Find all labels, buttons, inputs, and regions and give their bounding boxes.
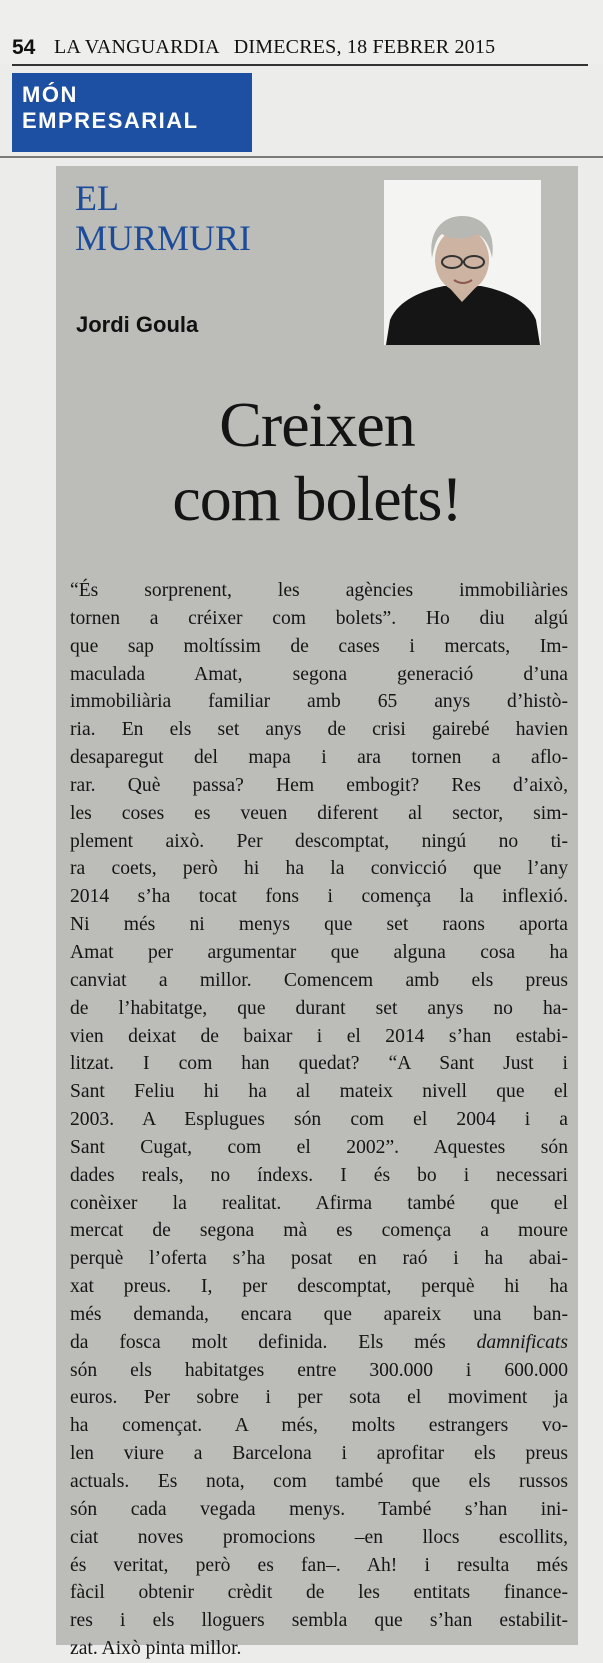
body-line: ria. En els set anys de crisi gairebé havien xyxy=(70,719,568,741)
body-line: dades reals, no índexs. I és bo i necessari xyxy=(70,1164,568,1186)
body-line: més demanda, encara que apareix una ban- xyxy=(70,1303,568,1325)
section-rule xyxy=(0,156,603,158)
body-line: plement això. Per descomptat, ningú no ti- xyxy=(70,830,568,852)
body-line: Sant Feliu hi ha al mateix nivell que el xyxy=(70,1081,568,1103)
masthead-rule xyxy=(12,64,588,66)
body-line: conèixer la realitat. Afirma també que el xyxy=(70,1192,568,1214)
body-line: litzat. I com han quedat? “A Sant Just i xyxy=(70,1053,568,1075)
publication-name: LA VANGUARDIA xyxy=(54,36,220,58)
author-portrait-image xyxy=(384,180,541,345)
italic-word: damnificats xyxy=(476,1331,568,1353)
body-line: actuals. Es nota, com també que els russos xyxy=(70,1471,568,1492)
publication-date: DIMECRES, 18 FEBRER 2015 xyxy=(233,36,496,58)
body-line: fàcil obtenir crèdit de les entitats finance- xyxy=(70,1582,568,1604)
body-line: Ni més ni menys que set raons aporta xyxy=(70,914,568,936)
body-line-last: zat. Això pinta millor. xyxy=(70,1638,242,1660)
page-number: 54 xyxy=(12,36,36,59)
body-line: vien deixat de baixar i el 2014 s’han estabi- xyxy=(70,1025,568,1047)
author-byline: Jordi Goula xyxy=(76,312,199,337)
section-label-line2: EMPRESARIAL xyxy=(22,108,199,133)
body-line: euros. Per sobre i per sota el moviment ja xyxy=(70,1387,568,1409)
column-name-line2: MURMURI xyxy=(75,218,252,258)
body-line: mercat de segona mà es comença a moure xyxy=(70,1220,568,1242)
body-line: maculada Amat, segona generació d’una xyxy=(70,663,568,685)
body-line: xat preus. I, per descomptat, perquè hi ha xyxy=(70,1276,568,1298)
body-line: ra coets, però hi ha la convicció que l’any xyxy=(70,858,568,880)
body-line: Sant Cugat, com el 2002”. Aquestes són xyxy=(70,1136,568,1158)
body-line-with-italic xyxy=(70,1329,568,1357)
body-line: len viure a Barcelona i aprofitar els preus xyxy=(70,1443,568,1465)
body-line: immobiliària familiar amb 65 anys d’histò- xyxy=(70,691,568,713)
publication-line xyxy=(54,36,509,59)
body-line: res i els lloguers sembla que s’han estabilit- xyxy=(70,1610,568,1632)
body-line: són cada vegada menys. També s’han ini- xyxy=(70,1498,568,1520)
body-line: “És sorprenent, les agències immobiliàries xyxy=(70,580,568,601)
body-line: són els habitatges entre 300.000 i 600.000 xyxy=(70,1359,568,1381)
body-line: ciat noves promocions –en llocs escollits, xyxy=(70,1526,568,1548)
body-line: les coses es veuen diferent al sector, sim- xyxy=(70,802,568,824)
section-label-line1: MÓN xyxy=(22,82,78,107)
column-name-line1: EL xyxy=(75,178,119,218)
body-line: 2003. A Esplugues són com el 2004 i a xyxy=(70,1109,568,1131)
body-line-start: da fosca molt definida. Els més xyxy=(70,1331,477,1353)
section-label xyxy=(12,73,252,152)
body-line: canviat a millor. Comencem amb els preus xyxy=(70,969,568,991)
body-line: és veritat, però es fan–. Ah! i resulta més xyxy=(70,1554,568,1576)
body-line: ha començat. A més, molts estrangers vo- xyxy=(70,1415,568,1437)
article-body xyxy=(70,577,568,1663)
headline-line2: com bolets! xyxy=(172,463,462,534)
body-line: rar. Què passa? Hem embogit? Res d’això, xyxy=(70,774,568,796)
column-name xyxy=(75,178,251,258)
author-photo xyxy=(384,180,541,345)
headline-line1: Creixen xyxy=(219,389,415,460)
headline xyxy=(56,388,578,536)
body-line: 2014 s’ha tocat fons i comença la inflexió. xyxy=(70,886,568,908)
body-line: que sap moltíssim de cases i mercats, Im- xyxy=(70,635,568,657)
body-line: tornen a créixer com bolets”. Ho diu algú xyxy=(70,607,568,629)
masthead xyxy=(0,0,603,64)
body-line: Amat per argumentar que alguna cosa ha xyxy=(70,941,568,963)
body-line: perquè l’oferta s’ha posat en raó i ha abai- xyxy=(70,1248,568,1270)
body-line: de l’habitatge, que durant set anys no ha- xyxy=(70,997,568,1019)
body-line: desaparegut del mapa i ara tornen a aflo- xyxy=(70,747,568,769)
